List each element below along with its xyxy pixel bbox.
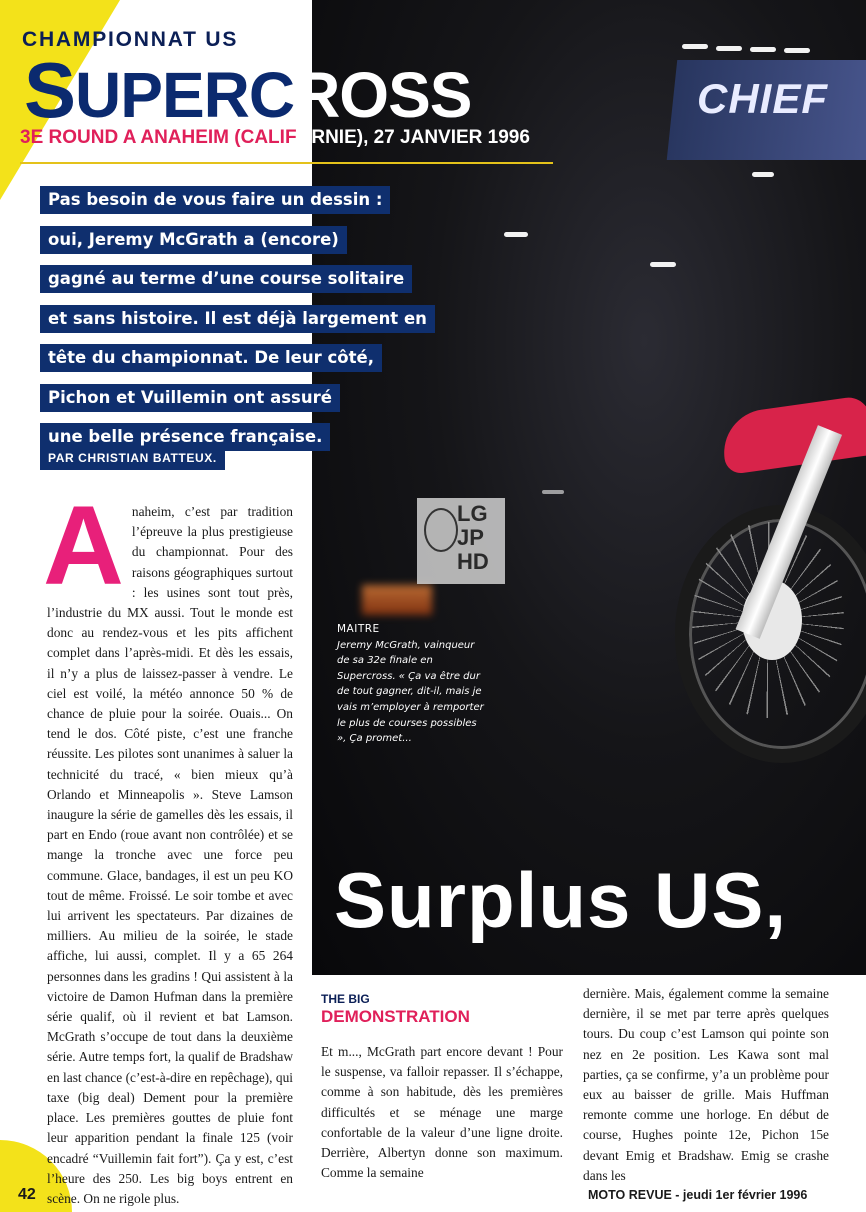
stadium-banner-text: CHIEF bbox=[697, 75, 828, 122]
article-column-1 bbox=[43, 483, 293, 1209]
section-kicker: CHAMPIONNAT US bbox=[22, 28, 239, 51]
stadium-light bbox=[650, 262, 676, 267]
title-part-photo: ROSS bbox=[294, 59, 472, 131]
subtitle-part-white: 3E ROUND A ANAHEIM (CALIF bbox=[20, 127, 297, 148]
publication-footer: MOTO REVUE - jeudi 1er février 1996 bbox=[588, 1188, 808, 1202]
article-text: naheim, c’est par tradition l’épreuve la plus prestigieuse du championnat. Pour des raisons géographiques surtout : les usines sont tout près, l’industrie du MX aussi. Tout le monde est donc au rendez-vous et les pits affichent complet dans l’après-midi. Et dès les essais, il n’y a plus de laissez-passer à vendre. Le ciel est voilé, la météo annonce 50 % de chance de pluie pour la soirée. Ouais... On tend le dos. Côté piste, c’est une franche réussite. Les pilotes sont unanimes à saluer la technicité du tracé, « bien mieux qu’à Orlando et Minneapolis ». Steve Lamson inaugure la série de gamelles dès les essais, il part en Endo (roue avant non contrôlée) et se mange la tronche avec une force peu commune. Glace, bandages, il est un peu KO tout de même. Froissé. Le soir tombe et avec lui arrivent les spectateurs. Par dizaines de milliers. Au milieu de la soirée, le stade affiche, lui aussi, complet. Il y a 65 264 personnes dans les gradins ! Qui assistent à la victoire de Damon Hufman dans la première série qualif, où il revient et bat Lamson. McGrath s’occupe de tout dans la deuxième série. Autre temps fort, la qualif de Bradshaw en last chance (c’est-à-dire en repêchage), qui taxe (big deal) Dement pour la première place. Les premières gouttes de pluie font leur apparition pendant la finale 125 (voir encadré “Vuillemin fait fort”). Ça y est, c’est l’heure des 250. Les big boys entrent en scène. On ne rigole plus. bbox=[47, 504, 293, 1206]
lead-line: et sans histoire. Il est déjà largement en bbox=[40, 305, 435, 333]
caption-title: MAITRE bbox=[337, 623, 380, 635]
article-column-3 bbox=[583, 984, 829, 1186]
stadium-light bbox=[716, 46, 742, 51]
event-subtitle bbox=[20, 127, 530, 149]
lead-line: tête du championnat. De leur côté, bbox=[40, 344, 382, 372]
subheading-title: DEMONSTRATION bbox=[321, 1007, 470, 1026]
photo-caption bbox=[337, 622, 487, 747]
stadium-light bbox=[750, 47, 776, 52]
stadium-light bbox=[682, 44, 708, 49]
stadium-light bbox=[784, 48, 810, 53]
motorcycle-fender bbox=[719, 395, 866, 475]
article-text: dernière. Mais, également comme la semaine dernière, il se met par terre après quelques tours. Du coup c’est Lamson qui pointe son nez en 2e position. Les Kawa sont mal parties, ça se confirme, y’a un problème pour eux au baisser de grille. Mais Huffman remonte comme une horloge. En début de course, Hughes pointe 12e, Pichon 15e devant Emig et Bradshaw. Emig se crashe dans les bbox=[583, 986, 829, 1183]
stadium-light bbox=[542, 490, 564, 494]
lead-line: Pas besoin de vous faire un dessin : bbox=[40, 186, 390, 214]
overlay-headline: Surplus US, bbox=[334, 856, 788, 944]
header-rule bbox=[20, 162, 553, 164]
byline: PAR CHRISTIAN BATTEUX. bbox=[40, 446, 225, 470]
lead-line: oui, Jeremy McGrath a (encore) bbox=[40, 226, 347, 254]
subheading-kicker: THE BIG bbox=[321, 992, 370, 1006]
subheading bbox=[321, 992, 561, 1027]
title-initial: S bbox=[24, 46, 76, 134]
page-title bbox=[24, 46, 472, 134]
caption-body: Jeremy McGrath, vainqueur de sa 32e finale en Supercross. « Ça va être dur de tout gagner, dit-il, mais je vais m’employer à remporter le plus de courses possibles », Ça promet... bbox=[337, 639, 484, 745]
lead-line: une belle présence française. bbox=[40, 423, 330, 451]
watermark-face-icon bbox=[424, 508, 458, 552]
title-part-white: UPERC bbox=[75, 59, 295, 131]
article-column-2 bbox=[321, 1042, 563, 1183]
stadium-light bbox=[504, 232, 528, 237]
blurred-lights bbox=[362, 585, 432, 615]
lead-line: gagné au terme d’une course solitaire bbox=[40, 265, 412, 293]
page-number: 42 bbox=[18, 1186, 36, 1203]
subtitle-part-photo: ORNIE), 27 JANVIER 1996 bbox=[296, 127, 530, 148]
lead-line: Pichon et Vuillemin ont assuré bbox=[40, 384, 340, 412]
article-text: Et m..., McGrath part encore devant ! Pour le suspense, va falloir repasser. Il s’échappe, comme à son habitude, dès les premières difficultés et se ménage une marge confortable de la valeur d’une ligne droite. Derrière, Albertyn donne son maximum. Comme la semaine bbox=[321, 1044, 563, 1181]
watermark-text: LG JP HD bbox=[457, 501, 489, 574]
stadium-light bbox=[752, 172, 774, 177]
lead-paragraph bbox=[40, 186, 460, 463]
drop-cap: A bbox=[43, 483, 124, 608]
